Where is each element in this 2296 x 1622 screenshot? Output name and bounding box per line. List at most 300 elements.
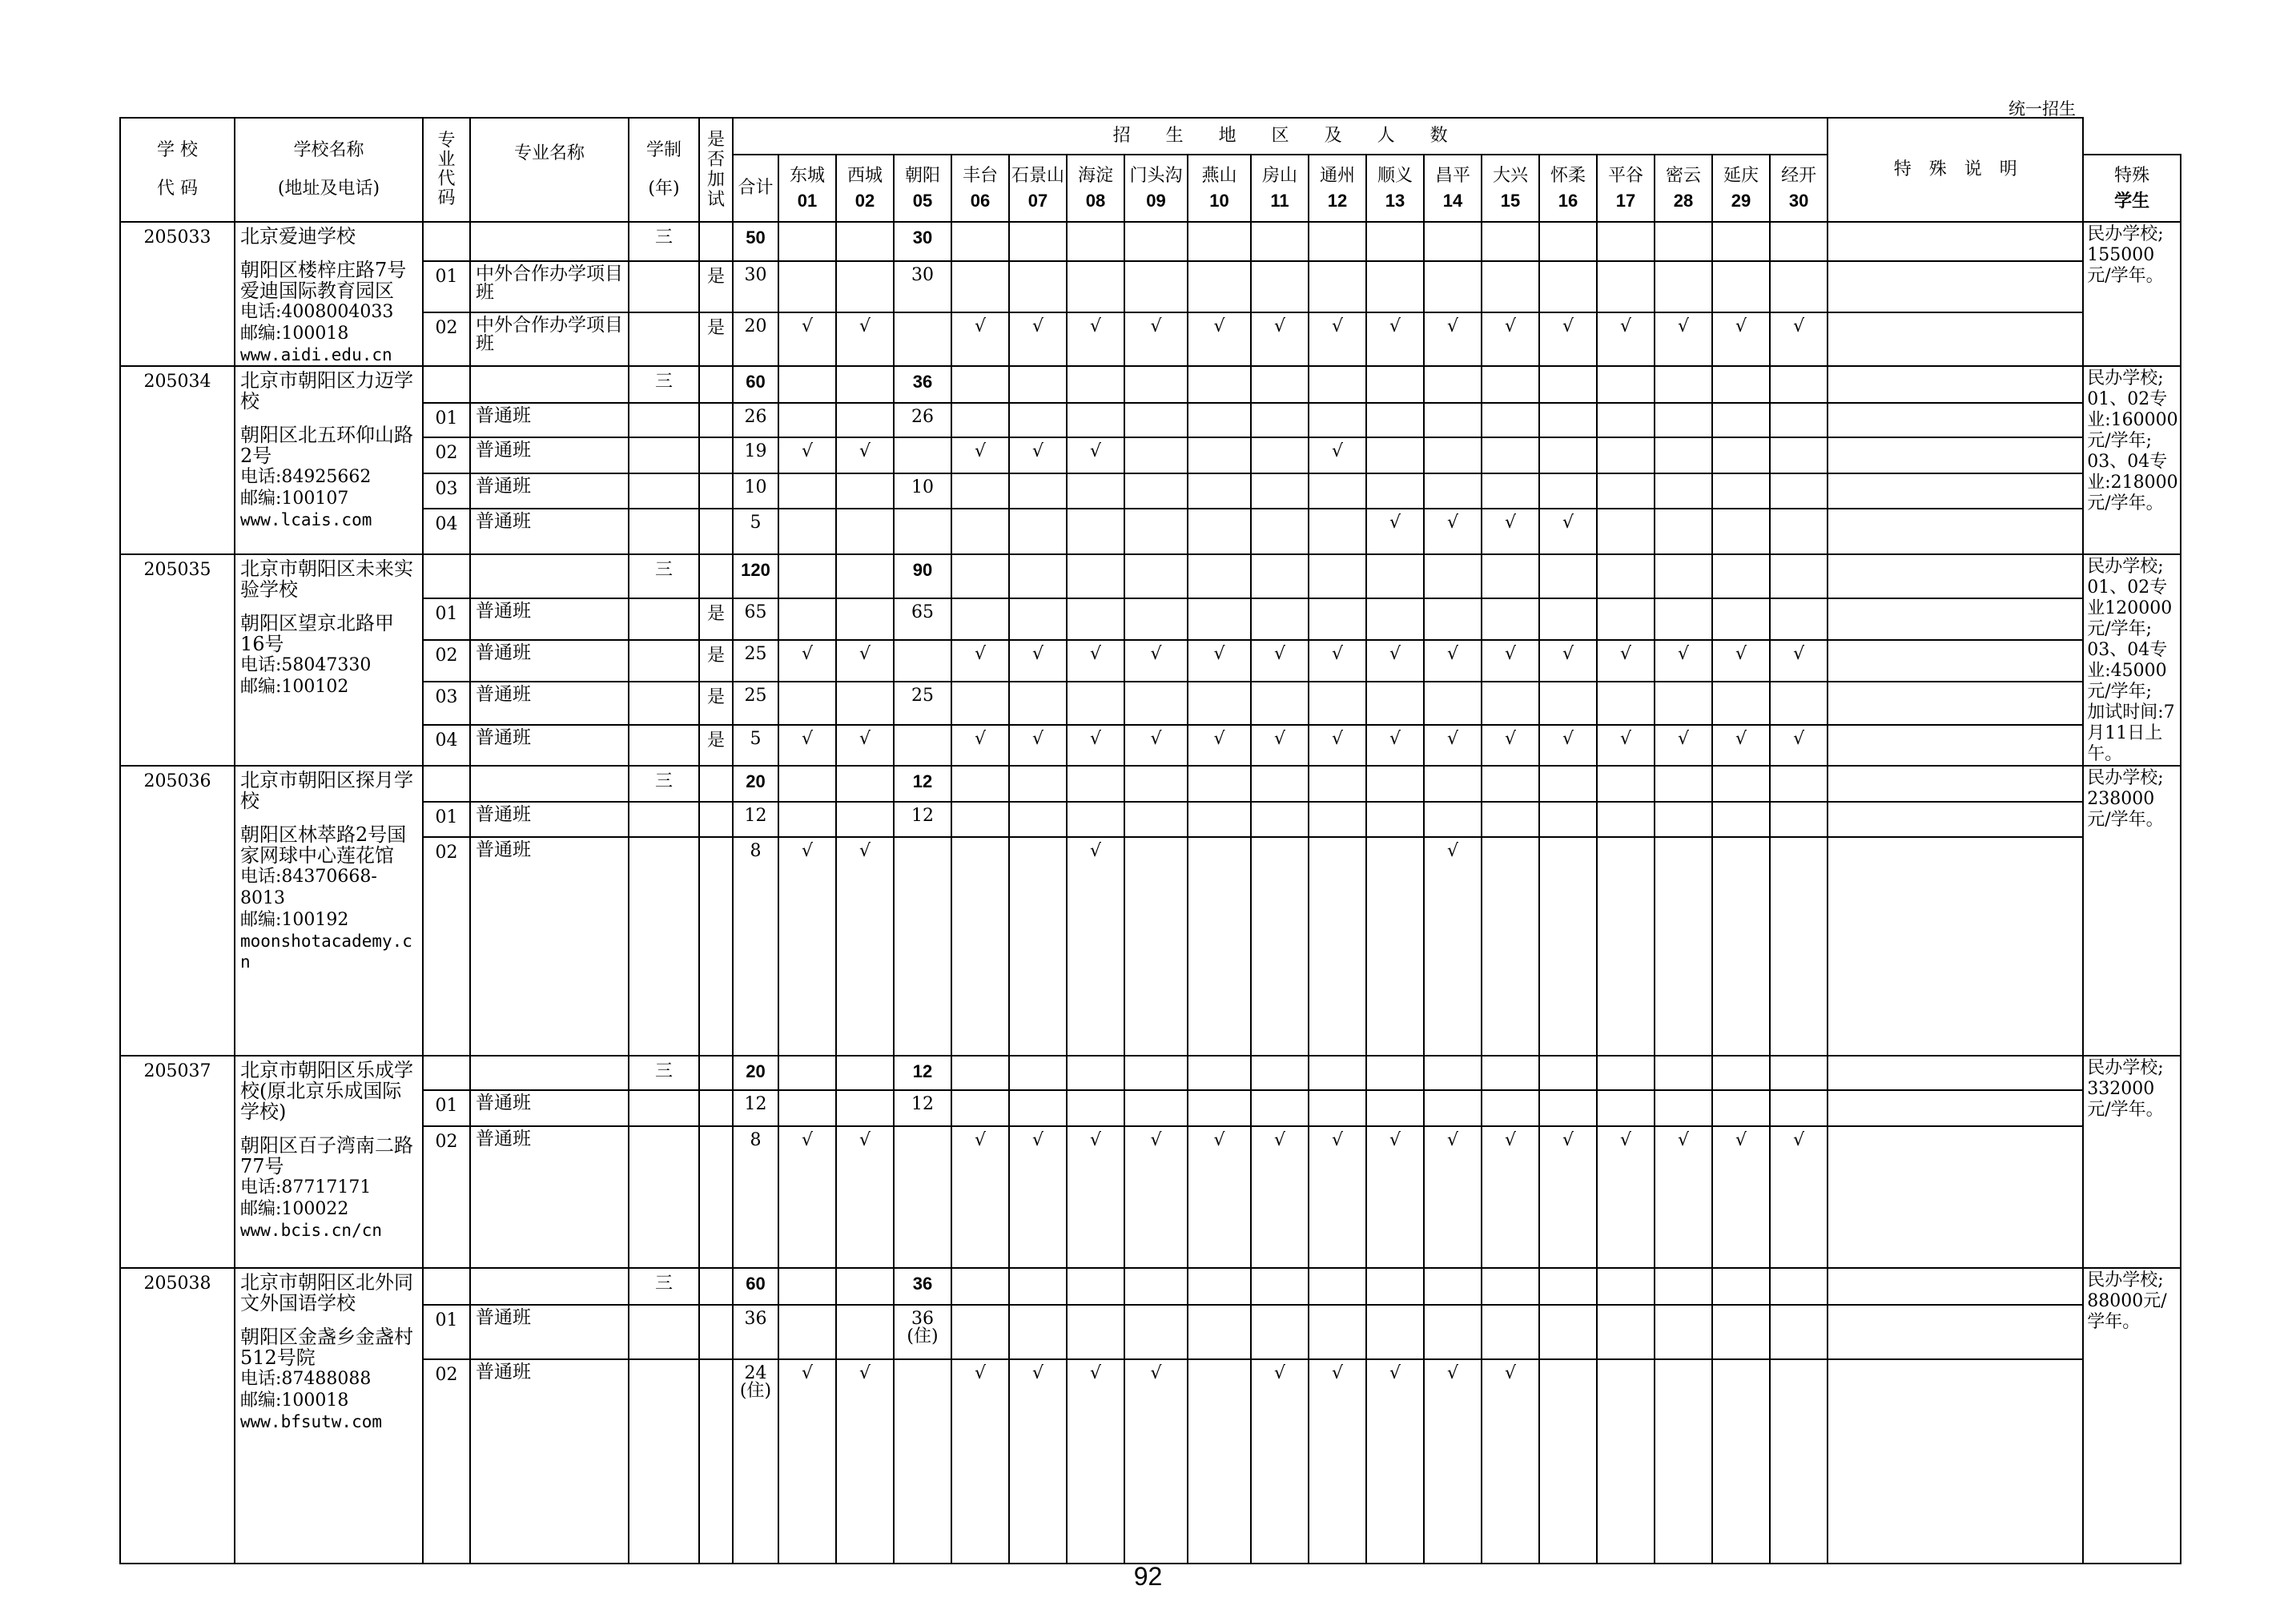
district-header-09 [1124,155,1188,222]
district-cell [1482,1305,1539,1359]
check-mark: √ [1067,725,1124,766]
district-cell [1539,1305,1597,1359]
school-total: 20 [733,1056,778,1090]
check-mark: √ [1366,312,1424,366]
district-cell [1597,1305,1655,1359]
check-mark: √ [1067,437,1124,473]
check-mark: √ [1712,640,1770,682]
school-info [235,366,423,554]
major-code-header [423,118,470,222]
district-cell [1424,1268,1482,1305]
district-cell [1655,509,1712,554]
district-cell [951,1268,1009,1305]
extra-test: 是 [699,312,733,366]
district-cell [1539,802,1597,837]
check-mark: √ [1124,725,1188,766]
special-cell [1828,312,2083,366]
district-header-30 [1770,155,1828,222]
duration-header-line: 学制 [645,140,682,160]
district-cell [1309,682,1366,725]
major-row [120,403,2181,437]
major-row [120,682,2181,725]
district-cell [1712,554,1770,598]
note-line: 01、02专业:160000元/学年; [2087,389,2178,451]
major-name: 普通班 [470,682,629,725]
district-cell [1712,437,1770,473]
district-cell [1424,802,1482,837]
district-cell [1655,366,1712,403]
check-mark: √ [951,437,1009,473]
district-cell [1251,598,1309,640]
major-name: 普通班 [470,473,629,509]
check-mark: √ [1366,509,1424,554]
district-name: 门头沟 [1129,166,1183,186]
major-total-value: 5 [750,513,762,533]
major-total [733,1305,778,1359]
major-name-empty [470,766,629,802]
district-cell [1770,1359,1828,1564]
district-cell [1309,598,1366,640]
district-cell [1251,222,1309,261]
duration-value: 三 [629,554,699,598]
major-code-empty [423,366,470,403]
duration-empty [629,725,699,766]
district-cell [1597,437,1655,473]
district-cell [836,403,894,437]
special-cell [1828,837,2083,1056]
check-mark: √ [1188,312,1251,366]
district-cell [836,766,894,802]
major-total [733,261,778,312]
district-cell [1366,802,1424,837]
district-cell [1597,1359,1655,1564]
major-name: 中外合作办学项目班 [470,261,629,312]
special-cell [1828,598,2083,640]
district-cell [951,473,1009,509]
district-cell [1712,1090,1770,1126]
district-cell [951,261,1009,312]
district-cell [1539,261,1597,312]
district-cell [1124,802,1188,837]
district-cell [836,1305,894,1359]
district-cell [1124,366,1188,403]
extra-test-empty [699,766,733,802]
school-total: 20 [733,766,778,802]
district-cell [1124,261,1188,312]
district-code: 02 [854,191,875,211]
district-name: 燕山 [1201,166,1237,186]
check-mark: √ [778,1126,836,1268]
district-cell [1770,1056,1828,1090]
check-mark: √ [951,1126,1009,1268]
district-cell [1067,403,1124,437]
duration-empty [629,1090,699,1126]
extra-test: 是 [699,261,733,312]
school-summary-row [120,766,2181,802]
chaoyang-value: 25 [911,686,934,706]
district-cell [1067,222,1124,261]
district-cell [1482,802,1539,837]
district-cell [1188,1090,1251,1126]
district-cell [778,598,836,640]
district-header-05 [894,155,951,222]
district-name: 怀柔 [1550,166,1586,186]
check-mark: √ [1482,640,1539,682]
check-mark: √ [1482,1359,1539,1564]
district-cell [1770,766,1828,802]
district-header-17 [1597,155,1655,222]
major-name: 普通班 [470,1126,629,1268]
extra-test-header [699,118,733,222]
district-cell [1067,802,1124,837]
district-cell [1251,261,1309,312]
district-name: 朝阳 [904,166,940,186]
check-mark: √ [836,312,894,366]
district-cell [1482,473,1539,509]
check-mark: √ [1712,1126,1770,1268]
major-total [733,682,778,725]
major-code: 01 [423,1090,470,1126]
district-header-06 [951,155,1009,222]
district-header-08 [1067,155,1124,222]
district-code: 15 [1500,191,1521,211]
district-cell [778,554,836,598]
district-cell [1188,1305,1251,1359]
special-cell [1828,682,2083,725]
district-cell [1251,554,1309,598]
school-code-header-line: 学 校 [157,140,198,160]
school-name: 北京市朝阳区未来实验学校 [240,557,413,601]
check-mark: √ [1188,640,1251,682]
district-cell [836,802,894,837]
district-cell [1712,1305,1770,1359]
district-cell [1482,366,1539,403]
district-cell [1251,1090,1309,1126]
district-cell [836,473,894,509]
district-cell [1655,682,1712,725]
major-code: 04 [423,509,470,554]
extra-test [699,403,733,437]
check-mark: √ [1424,725,1482,766]
duration-header-line: (年) [648,179,680,199]
district-cell [1539,366,1597,403]
district-cell [1366,437,1424,473]
note-line: 03、04专业:45000元/学年; [2087,640,2168,702]
district-cell [1309,1268,1366,1305]
school-info [235,766,423,1056]
school-code: 205035 [120,554,235,766]
district-code: 28 [1673,191,1694,211]
district-cell [1009,403,1067,437]
major-total-value: 25 [744,644,767,664]
district-cell [1597,766,1655,802]
district-cell: 90 [894,554,951,598]
district-cell [1770,437,1828,473]
district-code: 12 [1327,191,1348,211]
major-row [120,473,2181,509]
major-name: 中外合作办学项目班 [470,312,629,366]
major-code: 01 [423,598,470,640]
district-code: 08 [1085,191,1106,211]
district-cell [1124,222,1188,261]
major-total-value: 65 [744,602,767,622]
special-cell [1828,802,2083,837]
special-notes [2083,554,2181,766]
district-cell [894,473,951,509]
district-cell [1539,682,1597,725]
district-cell [1309,509,1366,554]
school-postcode: 邮编:100018 [240,324,349,344]
district-cell [1597,509,1655,554]
school-name-header-line: (地址及电话) [277,179,380,199]
district-cell [1124,437,1188,473]
district-cell [1539,554,1597,598]
district-cell: 30 [894,222,951,261]
school-info [235,222,423,366]
district-cell [1597,802,1655,837]
district-cell [778,1056,836,1090]
school-phone: 电话:87488088 [240,1369,372,1389]
district-cell [1188,1359,1251,1564]
check-mark: √ [1309,1359,1366,1564]
special-notes [2083,1056,2181,1268]
major-row [120,837,2181,1056]
school-website: www.bfsutw.com [240,1412,383,1431]
district-cell [1482,1268,1539,1305]
district-cell [1539,403,1597,437]
district-code: 11 [1270,191,1289,211]
district-cell [1712,1056,1770,1090]
district-name: 延庆 [1723,166,1759,186]
special-cell [1828,1056,2083,1090]
school-info [235,1056,423,1268]
special-notes [2083,1268,2181,1564]
page-number: 92 [1133,1562,1163,1591]
district-header-16 [1539,155,1597,222]
extra-test [699,837,733,1056]
district-cell [1770,554,1828,598]
district-cell [778,261,836,312]
district-cell [1424,403,1482,437]
district-cell [1309,403,1366,437]
major-total [733,640,778,682]
district-cell [1482,222,1539,261]
district-cell [894,725,951,766]
district-cell [1770,802,1828,837]
note-line: 民办学校; [2087,224,2164,244]
check-mark: √ [1597,640,1655,682]
district-cell [1597,222,1655,261]
extra-test: 是 [699,682,733,725]
district-cell [951,1090,1009,1126]
district-cell [1366,366,1424,403]
major-total-value: 12 [744,806,767,826]
special-cell [1828,1268,2083,1305]
district-cell [1655,437,1712,473]
district-cell [1309,766,1366,802]
check-mark: √ [836,837,894,1056]
district-cell [1188,473,1251,509]
district-cell [1539,1359,1597,1564]
school-summary-row [120,1056,2181,1090]
district-cell [894,1090,951,1126]
district-cell [1009,1268,1067,1305]
major-total-value: 25 [744,686,767,706]
district-cell [1309,1090,1366,1126]
major-total [733,473,778,509]
district-name: 平谷 [1607,166,1643,186]
district-cell [894,640,951,682]
district-cell [1009,509,1067,554]
district-cell [894,682,951,725]
district-cell [1539,1056,1597,1090]
district-cell [1655,1305,1712,1359]
school-website: www.bcis.cn/cn [240,1221,383,1240]
school-address: 朝阳区金盏乡金盏村512号院 [240,1326,413,1369]
district-cell [894,1359,951,1564]
district-cell [1712,473,1770,509]
district-cell [1712,261,1770,312]
school-code: 205037 [120,1056,235,1268]
major-total-value: 12 [744,1094,767,1114]
district-cell [1124,682,1188,725]
major-code-header-text: 专业代码 [437,131,456,208]
district-cell [1309,802,1366,837]
district-cell [951,509,1009,554]
district-header-02 [836,155,894,222]
district-cell [1188,403,1251,437]
district-cell [1067,766,1124,802]
district-cell [1067,1268,1124,1305]
district-cell [1366,1268,1424,1305]
school-total: 50 [733,222,778,261]
major-name: 普通班 [470,403,629,437]
special-cell [1828,725,2083,766]
district-cell [1188,837,1251,1056]
district-cell [951,802,1009,837]
district-cell [1539,473,1597,509]
check-mark: √ [1009,1359,1067,1564]
check-mark: √ [836,1359,894,1564]
category-label: 统一招生 [2008,99,2076,119]
major-name: 普通班 [470,640,629,682]
duration-empty [629,509,699,554]
major-name-empty [470,222,629,261]
district-cell [1124,509,1188,554]
check-mark: √ [1188,1126,1251,1268]
chaoyang-value: 12 [911,806,934,826]
major-total-note: (住) [739,1381,772,1401]
school-code: 205038 [120,1268,235,1564]
extra-test-empty [699,222,733,261]
check-mark: √ [836,640,894,682]
school-postcode: 邮编:100192 [240,910,349,930]
school-summary-row [120,1268,2181,1305]
school-total: 120 [733,554,778,598]
duration-value: 三 [629,366,699,403]
school-name: 北京市朝阳区乐成学校(原北京乐成国际学校) [240,1059,413,1123]
district-cell [951,1305,1009,1359]
check-mark: √ [1424,1359,1482,1564]
district-cell [1712,366,1770,403]
school-name: 北京市朝阳区探月学校 [240,769,413,812]
district-cell [1067,261,1124,312]
district-cell [1482,837,1539,1056]
duration-value: 三 [629,222,699,261]
major-total [733,802,778,837]
check-mark: √ [1188,725,1251,766]
table-body [120,222,2181,1564]
major-row [120,312,2181,366]
check-mark: √ [1424,509,1482,554]
major-code-empty [423,1268,470,1305]
district-cell [1482,261,1539,312]
school-postcode: 邮编:100107 [240,489,349,509]
major-name: 普通班 [470,509,629,554]
district-cell [1309,1305,1366,1359]
major-code: 04 [423,725,470,766]
district-header-10 [1188,155,1251,222]
district-cell [836,1056,894,1090]
district-cell [1124,598,1188,640]
district-header-28 [1655,155,1712,222]
check-mark: √ [1251,725,1309,766]
district-cell [1712,1268,1770,1305]
extra-test [699,509,733,554]
district-cell [1770,682,1828,725]
district-cell [1309,837,1366,1056]
school-postcode: 邮编:100022 [240,1199,349,1219]
district-header-15 [1482,155,1539,222]
district-cell [1067,554,1124,598]
district-cell [1067,1090,1124,1126]
check-mark: √ [1655,725,1712,766]
major-name: 普通班 [470,1359,629,1564]
district-cell [951,554,1009,598]
district-cell [1067,366,1124,403]
check-mark: √ [1482,312,1539,366]
district-cell [1251,766,1309,802]
major-row [120,509,2181,554]
district-cell [1712,598,1770,640]
special-cell [1828,473,2083,509]
major-code-empty [423,1056,470,1090]
district-cell [1366,766,1424,802]
check-mark: √ [951,312,1009,366]
duration-empty [629,682,699,725]
major-total-value: 30 [744,264,767,285]
district-name: 东城 [789,166,825,186]
district-header-11 [1251,155,1309,222]
major-total-value: 26 [744,407,767,427]
note-line: 238000元/学年。 [2087,789,2164,830]
district-cell [836,366,894,403]
district-cell [1712,222,1770,261]
district-cell [778,1090,836,1126]
district-cell [1067,598,1124,640]
district-cell [1424,222,1482,261]
major-name: 普通班 [470,802,629,837]
district-cell [778,1305,836,1359]
district-cell: 36 [894,1268,951,1305]
major-total [733,1359,778,1564]
school-total: 60 [733,1268,778,1305]
district-cell [1770,837,1828,1056]
district-cell [1251,473,1309,509]
district-cell [894,598,951,640]
district-cell [1482,682,1539,725]
check-mark: √ [1009,725,1067,766]
